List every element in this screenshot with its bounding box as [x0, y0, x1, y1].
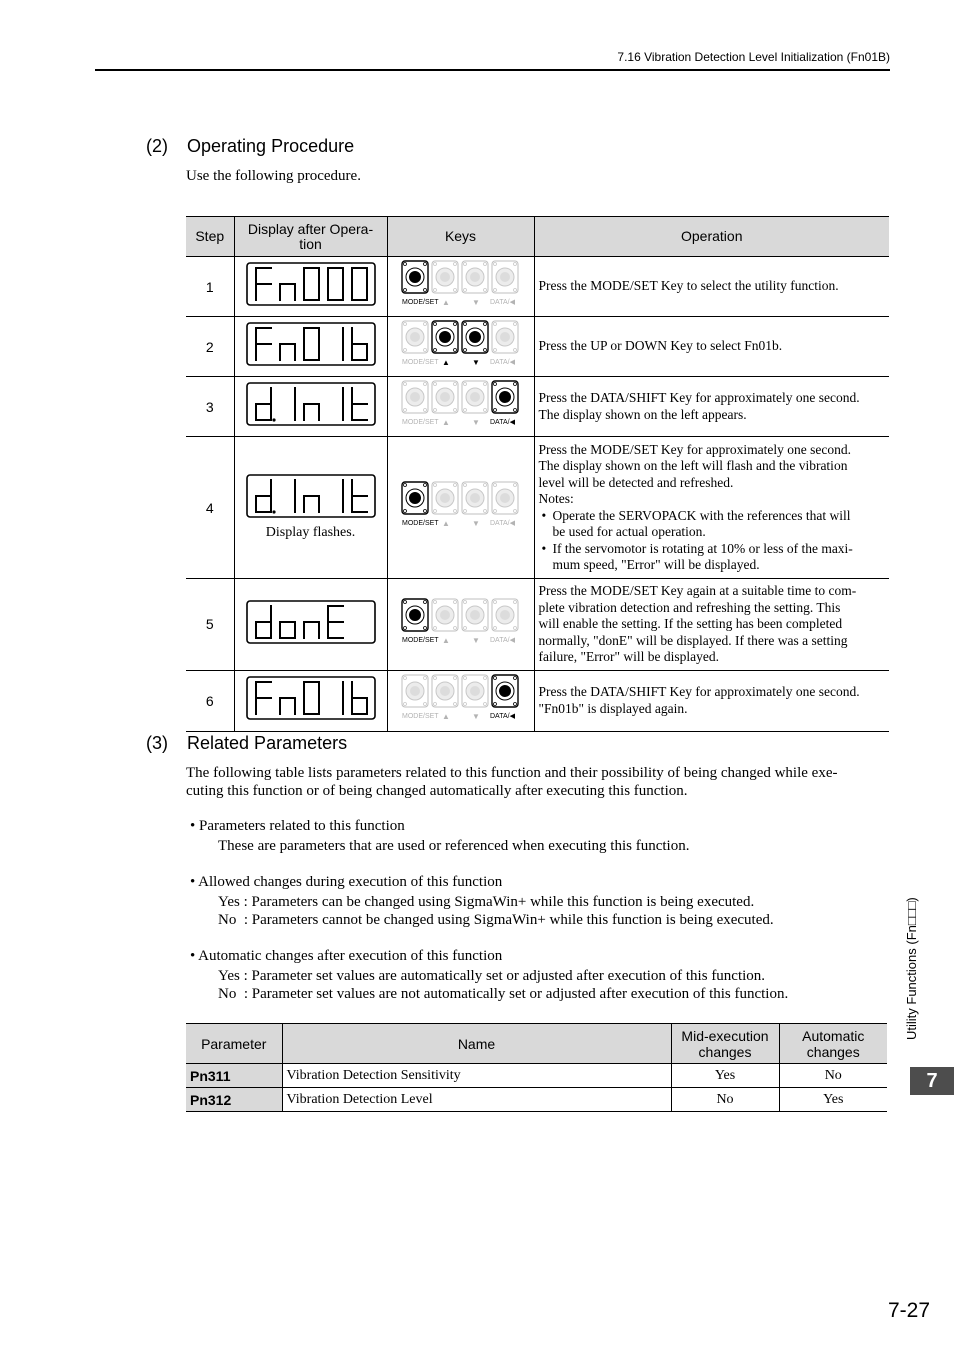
step-number: 4	[186, 437, 234, 579]
col-header-operation: Operation	[534, 217, 889, 257]
operation-cell	[534, 437, 889, 579]
data-key	[490, 381, 518, 426]
down-key-label: ▼	[471, 358, 480, 367]
col-header-keys: Keys	[387, 217, 534, 257]
keys-cell	[387, 317, 534, 377]
down-key-label: ▼	[471, 298, 480, 307]
down-key	[462, 381, 488, 427]
col-header-parameter: Parameter	[186, 1024, 282, 1064]
down-key	[462, 482, 488, 528]
chapter-side-label: Utility Functions (Fn□□□)	[904, 897, 919, 1040]
step-number: 3	[186, 377, 234, 437]
up-key-label: ▲	[441, 712, 450, 721]
bullet-text: Yes : Parameters can be changed using SigmaWin+ while this function is being executed.	[218, 894, 755, 910]
mode-key-label: MODE/SET	[401, 359, 439, 366]
col-header-automatic	[779, 1024, 887, 1064]
data-key	[490, 261, 518, 306]
step-number: 2	[186, 317, 234, 377]
mode-key-label: MODE/SET	[401, 713, 439, 720]
col-header-mid-execution	[671, 1024, 779, 1064]
param-mid-execution: Yes	[671, 1064, 779, 1088]
operation-cell	[534, 579, 889, 671]
operation-line: The display shown on the left appears.	[538, 406, 747, 422]
operation-line: will enable the setting. If the setting has been completed	[538, 616, 843, 631]
note-line: mum speed, "Error" will be displayed.	[552, 557, 760, 572]
seven-segment-display	[246, 676, 376, 720]
display-caption: Display flashes.	[265, 525, 356, 540]
page-number: 7-27	[887, 1299, 930, 1322]
mode-key-label: MODE/SET	[401, 520, 439, 527]
display-cell	[234, 437, 387, 579]
operation-line: level will be detected and refreshed.	[538, 474, 734, 490]
up-key-label: ▲	[441, 358, 450, 367]
operation-line: Press the MODE/SET Key for approximately one second.	[538, 441, 851, 457]
table-row	[186, 1064, 887, 1088]
bullet-automatic-changes: • Automatic changes after execution of this function	[190, 948, 503, 964]
mode-key-label: MODE/SET	[401, 299, 439, 306]
table-row	[186, 437, 889, 579]
running-header: 7.16 Vibration Detection Level Initialization (Fn01B)	[617, 50, 890, 64]
panel-keys	[400, 379, 522, 429]
operation-line: Press the MODE/SET Key again at a suitable time to com-	[538, 583, 857, 598]
up-key-label: ▲	[441, 418, 450, 427]
seven-segment-display	[246, 262, 376, 306]
keys-cell	[387, 257, 534, 317]
operation-line: plete vibration detection and refreshing the setting. This	[538, 599, 841, 615]
down-key-label: ▼	[471, 519, 480, 528]
data-key	[490, 599, 518, 644]
bullet-text: These are parameters that are used or referenced when executing this function.	[218, 838, 690, 854]
keys-cell	[387, 579, 534, 671]
data-key-label: DATA/◀	[489, 419, 515, 426]
col-header-name: Name	[282, 1024, 671, 1064]
up-key-label: ▲	[441, 519, 450, 528]
up-key-label: ▲	[441, 298, 450, 307]
keys-cell	[387, 377, 534, 437]
seven-segment-display	[246, 474, 376, 518]
operation-cell	[534, 377, 889, 437]
seven-segment-display	[246, 600, 376, 644]
bullet-params-related: • Parameters related to this function	[190, 818, 405, 834]
notes-label: Notes:	[538, 491, 574, 506]
data-key-label: DATA/◀	[489, 359, 515, 366]
display-cell	[234, 670, 387, 731]
section-number: (3)	[146, 733, 168, 753]
mode-key-label: MODE/SET	[401, 419, 439, 426]
data-key-label: DATA/◀	[489, 713, 515, 720]
down-key-label: ▼	[471, 635, 480, 645]
step-number: 5	[186, 579, 234, 671]
down-key	[462, 321, 488, 367]
header-line: changes	[698, 1043, 752, 1060]
table-row	[186, 377, 889, 437]
display-cell	[234, 317, 387, 377]
notes-list	[539, 508, 886, 574]
decimal-point	[272, 418, 275, 421]
table-row	[186, 1088, 887, 1112]
decimal-point	[272, 510, 275, 513]
down-key	[462, 599, 488, 645]
col-header-step: Step	[186, 217, 234, 257]
data-key	[490, 482, 518, 527]
param-mid-execution: No	[671, 1088, 779, 1112]
chapter-tab: 7	[910, 1067, 954, 1095]
panel-keys	[400, 597, 522, 647]
operation-cell	[534, 670, 889, 731]
down-key	[462, 675, 488, 721]
param-name: Vibration Detection Level	[282, 1088, 671, 1112]
panel-keys	[400, 319, 522, 369]
text-line: cuting this function or of being changed automatically after executing this function.	[186, 782, 688, 799]
keys-cell	[387, 437, 534, 579]
data-key	[490, 321, 518, 366]
down-key	[462, 261, 488, 307]
table-row	[186, 317, 889, 377]
param-name: Vibration Detection Sensitivity	[282, 1064, 671, 1088]
operation-line: Press the DATA/SHIFT Key for approximately one second.	[538, 390, 860, 405]
seven-segment-display	[246, 382, 376, 426]
operation-line: "Fn01b" is displayed again.	[538, 700, 688, 716]
operation-cell	[534, 257, 889, 317]
panel-keys	[400, 480, 522, 530]
text-line: The following table lists parameters related to this function and their possibility of being changed while exe-	[186, 765, 838, 781]
section-title: Related Parameters	[187, 733, 348, 753]
operation-line: Press the DATA/SHIFT Key for approximately one second.	[538, 684, 860, 699]
step-number: 1	[186, 257, 234, 317]
step-number: 6	[186, 670, 234, 731]
data-key-label: DATA/◀	[489, 636, 515, 644]
up-key-label: ▲	[441, 635, 450, 645]
section-heading-related-parameters	[146, 733, 347, 754]
related-parameters-table	[186, 1023, 887, 1112]
operation-line: The display shown on the left will flash and the vibration	[538, 458, 848, 473]
header-line: Mid-execution	[681, 1027, 769, 1044]
down-key-label: ▼	[471, 418, 480, 427]
col-header-display: Display after Opera- tion	[234, 217, 387, 257]
panel-keys	[400, 673, 522, 723]
header-line: changes	[806, 1043, 860, 1060]
mode-key-label: MODE/SET	[401, 636, 439, 644]
operation-line: failure, "Error" will be displayed.	[538, 649, 719, 664]
bullet-text: No : Parameter set values are not automatically set or adjusted after execution of this function.	[218, 986, 789, 1002]
data-key-label: DATA/◀	[489, 299, 515, 306]
note-line: • Operate the SERVOPACK with the references that will	[552, 507, 851, 523]
table-row	[186, 257, 889, 317]
bullet-text: No : Parameters cannot be changed using SigmaWin+ while this function is being executed.	[218, 912, 774, 928]
down-key-label: ▼	[471, 712, 480, 721]
operation-line: Press the MODE/SET Key to select the utility function.	[538, 278, 839, 294]
seven-segment-display	[246, 322, 376, 366]
related-intro-paragraph	[186, 765, 886, 800]
operation-line: Press the UP or DOWN Key to select Fn01b.	[538, 338, 783, 354]
param-automatic: No	[779, 1064, 887, 1088]
procedure-intro: Use the following procedure.	[186, 168, 361, 184]
section-number: (2)	[146, 136, 168, 156]
param-automatic: Yes	[779, 1088, 887, 1112]
note-item	[553, 541, 886, 574]
section-title: Operating Procedure	[187, 136, 355, 156]
display-cell	[234, 579, 387, 671]
bullet-allowed-changes: • Allowed changes during execution of this function	[190, 874, 503, 890]
display-cell	[234, 257, 387, 317]
section-heading-operating-procedure	[146, 136, 354, 157]
data-key-label: DATA/◀	[489, 520, 515, 527]
param-code: Pn311	[186, 1064, 282, 1088]
header-rule	[95, 69, 890, 71]
param-code: Pn312	[186, 1088, 282, 1112]
note-line: • If the servomotor is rotating at 10% or less of the maxi-	[552, 540, 853, 556]
panel-keys	[400, 259, 522, 309]
operation-cell	[534, 317, 889, 377]
display-cell	[234, 377, 387, 437]
procedure-table	[186, 216, 889, 732]
table-row	[186, 670, 889, 731]
note-item	[553, 508, 886, 541]
header-line: Automatic	[802, 1027, 865, 1044]
table-row	[186, 579, 889, 671]
data-key	[490, 675, 518, 720]
note-line: be used for actual operation.	[552, 524, 706, 539]
keys-cell	[387, 670, 534, 731]
bullet-text: Yes : Parameter set values are automatically set or adjusted after execution of this function.	[218, 968, 766, 984]
operation-line: normally, "donE" will be displayed. If there was a setting	[538, 632, 848, 648]
